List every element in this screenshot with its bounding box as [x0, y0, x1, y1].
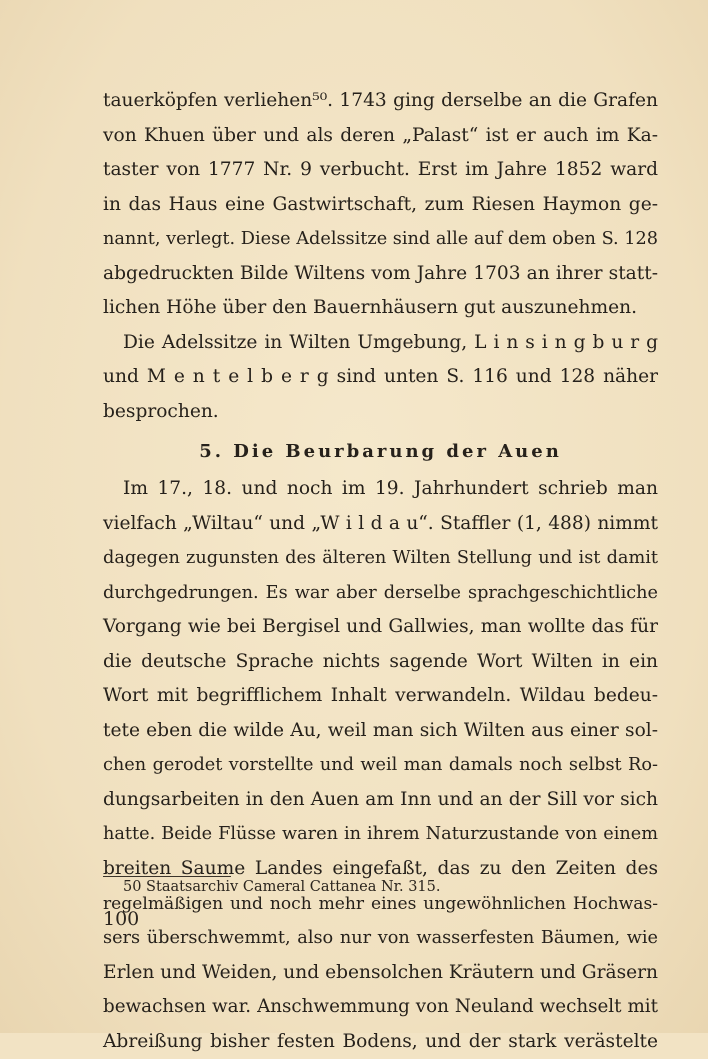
text-line: besprochen. — [103, 400, 219, 422]
text-line: abgedruckten Bilde Wiltens vom Jahre 1703 an ihrer statt- — [103, 262, 658, 284]
body-text — [103, 84, 658, 1059]
text-line: lichen Höhe über den Bauernhäusern gut auszunehmen. — [103, 297, 637, 319]
text-line: vielfach „Wiltau“ und „W i l d a u“. Staffler (1, 488) nimmt — [103, 512, 658, 534]
text-line: dagegen zugunsten des älteren Wilten Stellung und ist damit — [103, 548, 658, 569]
text-line: chen gerodet vorstellte und weil man damals noch selbst Ro- — [103, 755, 658, 776]
text-line: sers überschwemmt, also nur von wasserfesten Bäumen, wie — [103, 928, 658, 949]
text-line: Vorgang wie bei Bergisel und Gallwies, man wollte das für — [103, 616, 658, 638]
text-line: dungsarbeiten in den Auen am Inn und an der Sill vor sich — [103, 788, 658, 810]
text-line: tete eben die wilde Au, weil man sich Wilten aus einer sol- — [103, 719, 658, 741]
text-line: Wort mit begrifflichem Inhalt verwandeln. Wildau bedeu- — [103, 685, 658, 707]
text-line: Die Adelssitze in Wilten Umgebung, L i n s i n g b u r g — [123, 331, 658, 353]
footnote: 50 Staatsarchiv Cameral Cattanea Nr. 315. — [123, 879, 441, 895]
text-line: nannt, verlegt. Diese Adelssitze sind alle auf dem oben S. 128 — [103, 229, 659, 250]
text-line: die deutsche Sprache nichts sagende Wort Wilten in ein — [103, 650, 658, 672]
text-line: Im 17., 18. und noch im 19. Jahrhundert schrieb man — [123, 478, 658, 500]
text-line: taster von 1777 Nr. 9 verbucht. Erst im Jahre 1852 ward — [103, 159, 658, 181]
page-number: 100 — [103, 908, 140, 930]
text-line: Erlen und Weiden, und ebensolchen Kräutern und Gräsern — [103, 961, 659, 983]
text-line: und M e n t e l b e r g sind unten S. 116 und 128 näher — [103, 366, 658, 388]
text-line: in das Haus eine Gastwirtschaft, zum Riesen Haymon ge- — [103, 193, 658, 215]
text-line: regelmäßigen und noch mehr eines ungewöhnlichen Hochwas- — [103, 893, 658, 914]
text-line: bewachsen war. Anschwemmung von Neuland wechselt mit — [103, 996, 658, 1018]
text-line: durchgedrungen. Es war aber derselbe sprachgeschichtliche — [103, 582, 658, 603]
text-line: breiten Saume Landes eingefaßt, das zu den Zeiten des — [103, 858, 658, 880]
text-line: hatte. Beide Flüsse waren in ihrem Naturzustande von einem — [103, 824, 658, 845]
section-heading: 5. Die Beurbarung der Auen — [199, 441, 562, 463]
text-line: tauerköpfen verliehen⁵⁰. 1743 ging derselbe an die Grafen — [103, 90, 658, 111]
text-line: Abreißung bisher festen Bodens, und der stark verästelte — [103, 1030, 658, 1052]
text-line: von Khuen über und als deren „Palast“ ist er auch im Ka- — [103, 124, 658, 146]
